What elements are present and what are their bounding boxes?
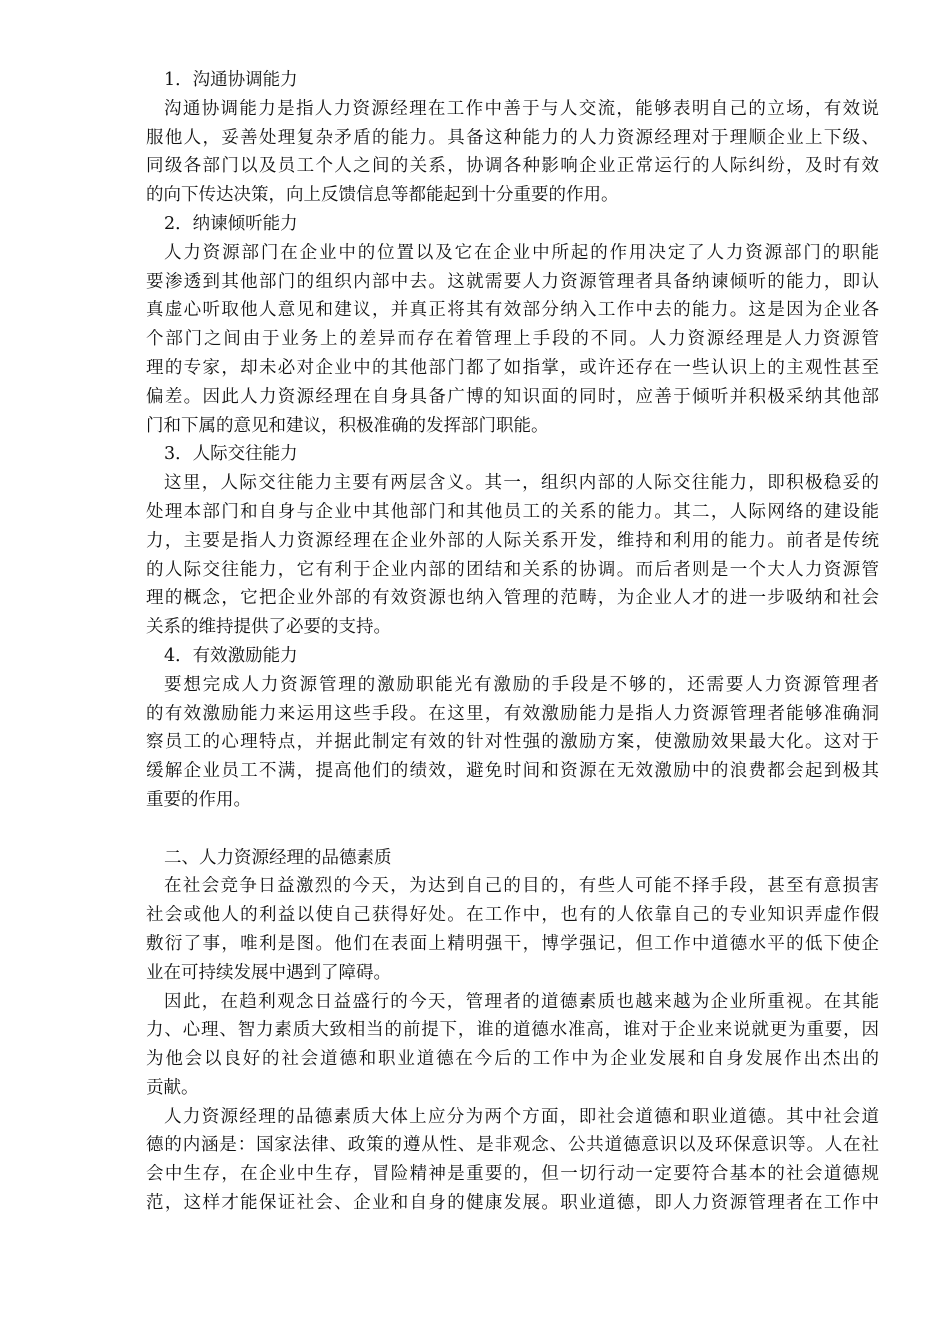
part2-paragraph-3 xyxy=(146,1103,879,1218)
paragraph-line: 德的内涵是：国家法律、政策的遵从性、是非观念、公共道德意识以及环保意识等。人在社 xyxy=(146,1135,879,1156)
blank-line xyxy=(146,815,879,844)
section-heading-3: 3．人际交往能力 xyxy=(164,444,298,465)
paragraph-line: 重要的作用。 xyxy=(146,789,251,810)
paragraph-4 xyxy=(146,671,879,815)
paragraph-line: 会中生存，在企业中生存，冒险精神是重要的，但一切行动一定要符合基本的社会道德规 xyxy=(146,1164,879,1185)
paragraph-line: 偏差。因此人力资源经理在自身具备广博的知识面的同时，应善于倾听并积极采纳其他部 xyxy=(146,386,879,407)
paragraph-3 xyxy=(146,469,879,642)
paragraph-line: 为他会以良好的社会道德和职业道德在今后的工作中为企业发展和自身发展作出杰出的 xyxy=(146,1049,879,1070)
document-page xyxy=(146,66,879,1218)
paragraph-line: 处理本部门和自身与企业中其他部门和其他员工的关系的能力。其二，人际网络的建设能 xyxy=(146,501,879,522)
paragraph-line: 门和下属的意见和建议，积极准确的发挥部门职能。 xyxy=(146,415,549,436)
paragraph-line: 个部门之间由于业务上的差异而存在着管理上手段的不同。人力资源经理是人力资源管 xyxy=(146,329,879,350)
paragraph-line: 力、心理、智力素质大致相当的前提下，谁的道德水准高，谁对于企业来说就更为重要，因 xyxy=(146,1020,879,1041)
part2-paragraph-2 xyxy=(146,988,879,1103)
paragraph-line: 沟通协调能力是指人力资源经理在工作中善于与人交流，能够表明自己的立场，有效说 xyxy=(164,98,879,119)
paragraph-line: 在社会竞争日益激烈的今天，为达到自己的目的，有些人可能不择手段，甚至有意损害 xyxy=(164,876,879,897)
paragraph-line: 贡献。 xyxy=(146,1077,199,1098)
paragraph-line: 服他人，妥善处理复杂矛盾的能力。具备这种能力的人力资源经理对于理顺企业上下级、 xyxy=(146,127,879,148)
paragraph-2 xyxy=(146,239,879,441)
paragraph-1 xyxy=(146,95,879,210)
paragraph-line: 的向下传达决策，向上反馈信息等都能起到十分重要的作用。 xyxy=(146,185,619,206)
section-heading-2: 2．纳谏倾听能力 xyxy=(164,213,298,234)
paragraph-line: 理的概念，它把企业外部的有效资源也纳入管理的范畴，为企业人才的进一步吸纳和社会 xyxy=(146,588,879,609)
paragraph-line: 社会或他人的利益以使自己获得好处。在工作中，也有的人依靠自己的专业知识弄虚作假 xyxy=(146,905,879,926)
paragraph-line: 缓解企业员工不满，提高他们的绩效，避免时间和资源在无效激励中的浪费都会起到极其 xyxy=(146,761,879,782)
part2-paragraph-1 xyxy=(146,872,879,987)
paragraph-line: 敷衍了事，唯利是图。他们在表面上精明强干，博学强记，但工作中道德水平的低下使企 xyxy=(146,933,879,954)
paragraph-line: 关系的维持提供了必要的支持。 xyxy=(146,617,391,638)
paragraph-line: 范，这样才能保证社会、企业和自身的健康发展。职业道德，即人力资源管理者在工作中 xyxy=(146,1193,879,1214)
paragraph-line: 因此，在趋利观念日益盛行的今天，管理者的道德素质也越来越为企业所重视。在其能 xyxy=(164,991,879,1012)
section-heading-4: 4．有效激励能力 xyxy=(164,645,298,666)
paragraph-line: 人力资源经理的品德素质大体上应分为两个方面，即社会道德和职业道德。其中社会道 xyxy=(164,1106,879,1127)
paragraph-line: 力，主要是指人力资源经理在企业外部的人际关系开发，维持和利用的能力。前者是传统 xyxy=(146,530,879,551)
paragraph-line: 要想完成人力资源管理的激励职能光有激励的手段是不够的，还需要人力资源管理者 xyxy=(164,674,879,695)
paragraph-line: 真虚心听取他人意见和建议，并真正将其有效部分纳入工作中去的能力。这是因为企业各 xyxy=(146,300,879,321)
paragraph-line: 人力资源部门在企业中的位置以及它在企业中所起的作用决定了人力资源部门的职能 xyxy=(164,242,879,263)
part-heading: 二、人力资源经理的品德素质 xyxy=(164,847,392,868)
paragraph-line: 这里，人际交往能力主要有两层含义。其一，组织内部的人际交往能力，即积极稳妥的 xyxy=(164,473,879,494)
paragraph-line: 理的专家，却未必对企业中的其他部门都了如指掌，或许还存在一些认识上的主观性甚至 xyxy=(146,357,879,378)
paragraph-line: 的人际交往能力，它有利于企业内部的团结和关系的协调。而后者则是一个大人力资源管 xyxy=(146,559,879,580)
paragraph-line: 业在可持续发展中遇到了障碍。 xyxy=(146,962,391,983)
paragraph-line: 同级各部门以及员工个人之间的关系，协调各种影响企业正常运行的人际纠纷，及时有效 xyxy=(146,156,879,177)
paragraph-line: 要渗透到其他部门的组织内部中去。这就需要人力资源管理者具备纳谏倾听的能力，即认 xyxy=(146,271,879,292)
section-heading-1: 1．沟通协调能力 xyxy=(164,70,298,90)
paragraph-line: 察员工的心理特点，并据此制定有效的针对性强的激励方案，使激励效果最大化。这对于 xyxy=(146,732,879,753)
paragraph-line: 的有效激励能力来运用这些手段。在这里，有效激励能力是指人力资源管理者能够准确洞 xyxy=(146,703,879,724)
